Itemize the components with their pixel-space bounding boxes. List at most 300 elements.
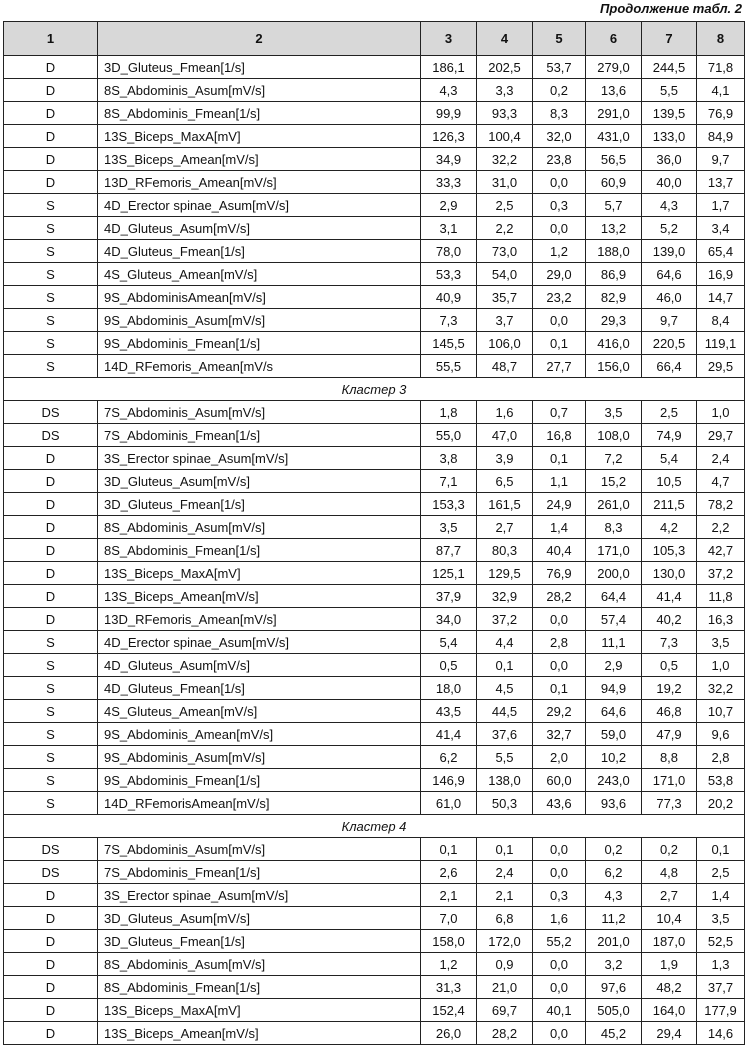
parameter-cell: 4D_Erector spinae_Asum[mV/s] [98,194,421,217]
value-cell: 29,3 [586,309,642,332]
group-cell: D [4,102,98,125]
value-cell: 2,4 [477,861,533,884]
value-cell: 36,0 [642,148,697,171]
table-row [4,171,745,194]
value-cell: 32,0 [533,125,586,148]
parameter-cell: 9S_AbdominisAmean[mV/s] [98,286,421,309]
value-cell: 87,7 [421,539,477,562]
value-cell: 158,0 [421,930,477,953]
value-cell: 2,4 [697,447,745,470]
value-cell: 3,8 [421,447,477,470]
value-cell: 3,5 [697,907,745,930]
value-cell: 1,8 [421,401,477,424]
value-cell: 133,0 [642,125,697,148]
value-cell: 24,9 [533,493,586,516]
value-cell: 0,0 [533,861,586,884]
parameter-cell: 13D_RFemoris_Amean[mV/s] [98,608,421,631]
parameter-cell: 9S_Abdominis_Fmean[1/s] [98,769,421,792]
value-cell: 53,8 [697,769,745,792]
value-cell: 125,1 [421,562,477,585]
value-cell: 8,4 [697,309,745,332]
value-cell: 3,4 [697,217,745,240]
value-cell: 7,1 [421,470,477,493]
value-cell: 7,3 [642,631,697,654]
table-row [4,125,745,148]
value-cell: 7,0 [421,907,477,930]
table-row [4,355,745,378]
parameter-cell: 4D_Erector spinae_Asum[mV/s] [98,631,421,654]
value-cell: 2,9 [586,654,642,677]
group-cell: S [4,309,98,332]
value-cell: 65,4 [697,240,745,263]
value-cell: 26,0 [421,1022,477,1045]
value-cell: 41,4 [421,723,477,746]
value-cell: 10,2 [586,746,642,769]
value-cell: 31,3 [421,976,477,999]
value-cell: 0,7 [533,401,586,424]
value-cell: 23,2 [533,286,586,309]
group-cell: S [4,240,98,263]
value-cell: 0,1 [421,838,477,861]
value-cell: 11,8 [697,585,745,608]
table-row [4,631,745,654]
value-cell: 16,9 [697,263,745,286]
value-cell: 29,0 [533,263,586,286]
table-row [4,769,745,792]
value-cell: 7,2 [586,447,642,470]
value-cell: 261,0 [586,493,642,516]
group-cell: DS [4,401,98,424]
value-cell: 1,1 [533,470,586,493]
group-cell: D [4,1022,98,1045]
parameter-cell: 8S_Abdominis_Fmean[1/s] [98,976,421,999]
value-cell: 0,0 [533,976,586,999]
group-cell: S [4,723,98,746]
value-cell: 5,4 [642,447,697,470]
value-cell: 0,2 [586,838,642,861]
value-cell: 9,7 [697,148,745,171]
parameter-cell: 8S_Abdominis_Asum[mV/s] [98,516,421,539]
parameter-cell: 3S_Erector spinae_Asum[mV/s] [98,884,421,907]
value-cell: 4,3 [421,79,477,102]
group-cell: S [4,700,98,723]
group-cell: D [4,148,98,171]
value-cell: 0,1 [533,677,586,700]
value-cell: 33,3 [421,171,477,194]
value-cell: 2,7 [642,884,697,907]
value-cell: 202,5 [477,56,533,79]
value-cell: 0,1 [477,654,533,677]
value-cell: 2,6 [421,861,477,884]
parameter-cell: 7S_Abdominis_Asum[mV/s] [98,401,421,424]
value-cell: 54,0 [477,263,533,286]
value-cell: 0,5 [421,654,477,677]
header-cell: 1 [4,22,98,56]
group-cell: D [4,79,98,102]
value-cell: 64,6 [642,263,697,286]
value-cell: 3,5 [586,401,642,424]
value-cell: 164,0 [642,999,697,1022]
value-cell: 2,5 [697,861,745,884]
table-row [4,263,745,286]
value-cell: 1,6 [477,401,533,424]
value-cell: 279,0 [586,56,642,79]
value-cell: 5,5 [642,79,697,102]
parameter-cell: 13S_Biceps_MaxA[mV] [98,562,421,585]
table-row [4,79,745,102]
value-cell: 40,4 [533,539,586,562]
value-cell: 0,3 [533,194,586,217]
group-cell: D [4,470,98,493]
value-cell: 106,0 [477,332,533,355]
value-cell: 105,3 [642,539,697,562]
value-cell: 244,5 [642,56,697,79]
group-cell: D [4,493,98,516]
table-row [4,562,745,585]
table-row [4,838,745,861]
data-table [3,21,745,1045]
table-row [4,677,745,700]
value-cell: 10,5 [642,470,697,493]
value-cell: 2,8 [697,746,745,769]
group-cell: S [4,631,98,654]
value-cell: 291,0 [586,102,642,125]
value-cell: 1,9 [642,953,697,976]
table-row [4,470,745,493]
value-cell: 146,9 [421,769,477,792]
value-cell: 76,9 [533,562,586,585]
value-cell: 47,0 [477,424,533,447]
value-cell: 57,4 [586,608,642,631]
group-cell: S [4,769,98,792]
value-cell: 69,7 [477,999,533,1022]
value-cell: 55,5 [421,355,477,378]
value-cell: 2,2 [697,516,745,539]
value-cell: 40,1 [533,999,586,1022]
table-row [4,286,745,309]
group-cell: S [4,792,98,815]
value-cell: 187,0 [642,930,697,953]
value-cell: 86,9 [586,263,642,286]
value-cell: 145,5 [421,332,477,355]
value-cell: 13,2 [586,217,642,240]
value-cell: 0,0 [533,838,586,861]
group-cell: S [4,217,98,240]
value-cell: 48,7 [477,355,533,378]
value-cell: 41,4 [642,585,697,608]
value-cell: 161,5 [477,493,533,516]
value-cell: 6,2 [586,861,642,884]
table-row [4,493,745,516]
value-cell: 8,3 [533,102,586,125]
value-cell: 64,4 [586,585,642,608]
value-cell: 1,2 [421,953,477,976]
parameter-cell: 4S_Gluteus_Amean[mV/s] [98,700,421,723]
value-cell: 6,8 [477,907,533,930]
value-cell: 3,5 [421,516,477,539]
value-cell: 37,7 [697,976,745,999]
value-cell: 15,2 [586,470,642,493]
value-cell: 28,2 [477,1022,533,1045]
value-cell: 5,2 [642,217,697,240]
value-cell: 61,0 [421,792,477,815]
value-cell: 60,0 [533,769,586,792]
value-cell: 0,9 [477,953,533,976]
parameter-cell: 13D_RFemoris_Amean[mV/s] [98,171,421,194]
value-cell: 3,5 [697,631,745,654]
header-cell: 7 [642,22,697,56]
table-row [4,930,745,953]
value-cell: 53,7 [533,56,586,79]
value-cell: 5,5 [477,746,533,769]
group-cell: D [4,125,98,148]
group-cell: DS [4,424,98,447]
group-cell: DS [4,861,98,884]
group-cell: D [4,930,98,953]
value-cell: 0,2 [642,838,697,861]
value-cell: 13,7 [697,171,745,194]
value-cell: 32,9 [477,585,533,608]
value-cell: 34,0 [421,608,477,631]
table-row [4,746,745,769]
group-cell: D [4,608,98,631]
value-cell: 34,9 [421,148,477,171]
value-cell: 32,2 [477,148,533,171]
value-cell: 188,0 [586,240,642,263]
value-cell: 3,2 [586,953,642,976]
group-cell: S [4,355,98,378]
value-cell: 177,9 [697,999,745,1022]
table-row [4,447,745,470]
value-cell: 4,8 [642,861,697,884]
parameter-cell: 9S_Abdominis_Asum[mV/s] [98,746,421,769]
parameter-cell: 3D_Gluteus_Asum[mV/s] [98,907,421,930]
value-cell: 4,4 [477,631,533,654]
value-cell: 505,0 [586,999,642,1022]
value-cell: 23,8 [533,148,586,171]
value-cell: 211,5 [642,493,697,516]
parameter-cell: 9S_Abdominis_Fmean[1/s] [98,332,421,355]
value-cell: 37,6 [477,723,533,746]
value-cell: 3,7 [477,309,533,332]
value-cell: 29,7 [697,424,745,447]
table-row [4,976,745,999]
group-cell: D [4,562,98,585]
value-cell: 2,0 [533,746,586,769]
group-cell: D [4,56,98,79]
value-cell: 7,3 [421,309,477,332]
value-cell: 108,0 [586,424,642,447]
value-cell: 32,2 [697,677,745,700]
group-cell: S [4,332,98,355]
value-cell: 2,1 [477,884,533,907]
value-cell: 28,2 [533,585,586,608]
value-cell: 29,5 [697,355,745,378]
header-cell: 3 [421,22,477,56]
value-cell: 40,2 [642,608,697,631]
value-cell: 220,5 [642,332,697,355]
value-cell: 0,0 [533,953,586,976]
group-cell: D [4,907,98,930]
table-row [4,792,745,815]
group-cell: D [4,539,98,562]
value-cell: 1,0 [697,654,745,677]
table-row [4,401,745,424]
value-cell: 47,9 [642,723,697,746]
value-cell: 48,2 [642,976,697,999]
value-cell: 186,1 [421,56,477,79]
value-cell: 119,1 [697,332,745,355]
value-cell: 0,0 [533,1022,586,1045]
table-row [4,999,745,1022]
value-cell: 0,1 [477,838,533,861]
value-cell: 18,0 [421,677,477,700]
value-cell: 11,1 [586,631,642,654]
value-cell: 0,1 [533,447,586,470]
value-cell: 172,0 [477,930,533,953]
value-cell: 14,6 [697,1022,745,1045]
value-cell: 416,0 [586,332,642,355]
value-cell: 46,8 [642,700,697,723]
table-row [4,516,745,539]
group-cell: D [4,447,98,470]
parameter-cell: 14D_RFemoris_Amean[mV/s [98,355,421,378]
value-cell: 0,2 [533,79,586,102]
group-cell: D [4,171,98,194]
value-cell: 2,5 [642,401,697,424]
header-cell: 8 [697,22,745,56]
cluster-label: Кластер 4 [4,815,745,838]
table-caption: Продолжение табл. 2 [600,1,742,16]
value-cell: 76,9 [697,102,745,125]
table-row [4,424,745,447]
value-cell: 46,0 [642,286,697,309]
value-cell: 3,1 [421,217,477,240]
parameter-cell: 4D_Gluteus_Asum[mV/s] [98,654,421,677]
value-cell: 78,0 [421,240,477,263]
group-cell: D [4,976,98,999]
parameter-cell: 14D_RFemorisAmean[mV/s] [98,792,421,815]
value-cell: 8,8 [642,746,697,769]
value-cell: 0,1 [533,332,586,355]
value-cell: 44,5 [477,700,533,723]
value-cell: 0,3 [533,884,586,907]
value-cell: 60,9 [586,171,642,194]
value-cell: 77,3 [642,792,697,815]
table-row [4,1022,745,1045]
value-cell: 152,4 [421,999,477,1022]
table-row [4,953,745,976]
table-row [4,102,745,125]
value-cell: 201,0 [586,930,642,953]
table-row [4,585,745,608]
value-cell: 6,5 [477,470,533,493]
value-cell: 2,8 [533,631,586,654]
group-cell: S [4,194,98,217]
table-row [4,608,745,631]
value-cell: 156,0 [586,355,642,378]
value-cell: 73,0 [477,240,533,263]
parameter-cell: 13S_Biceps_Amean[mV/s] [98,585,421,608]
table-row [4,539,745,562]
value-cell: 16,8 [533,424,586,447]
value-cell: 37,9 [421,585,477,608]
value-cell: 0,0 [533,217,586,240]
value-cell: 0,0 [533,608,586,631]
group-cell: S [4,746,98,769]
value-cell: 171,0 [586,539,642,562]
table-row [4,309,745,332]
value-cell: 16,3 [697,608,745,631]
parameter-cell: 3D_Gluteus_Asum[mV/s] [98,470,421,493]
header-row [4,22,745,56]
value-cell: 35,7 [477,286,533,309]
value-cell: 10,7 [697,700,745,723]
header-cell: 2 [98,22,421,56]
table-row [4,861,745,884]
value-cell: 50,3 [477,792,533,815]
value-cell: 6,2 [421,746,477,769]
value-cell: 37,2 [477,608,533,631]
group-cell: S [4,677,98,700]
header-cell: 6 [586,22,642,56]
value-cell: 9,7 [642,309,697,332]
value-cell: 8,3 [586,516,642,539]
table-row [4,700,745,723]
value-cell: 42,7 [697,539,745,562]
value-cell: 11,2 [586,907,642,930]
value-cell: 3,3 [477,79,533,102]
group-cell: D [4,884,98,907]
parameter-cell: 8S_Abdominis_Fmean[1/s] [98,102,421,125]
value-cell: 78,2 [697,493,745,516]
value-cell: 1,7 [697,194,745,217]
value-cell: 2,5 [477,194,533,217]
table-row [4,240,745,263]
value-cell: 97,6 [586,976,642,999]
value-cell: 14,7 [697,286,745,309]
parameter-cell: 13S_Biceps_MaxA[mV] [98,125,421,148]
cluster-label: Кластер 3 [4,378,745,401]
parameter-cell: 3D_Gluteus_Fmean[1/s] [98,930,421,953]
value-cell: 139,5 [642,102,697,125]
group-cell: D [4,516,98,539]
value-cell: 0,5 [642,654,697,677]
parameter-cell: 13S_Biceps_Amean[mV/s] [98,148,421,171]
value-cell: 93,3 [477,102,533,125]
value-cell: 29,2 [533,700,586,723]
parameter-cell: 9S_Abdominis_Asum[mV/s] [98,309,421,332]
group-cell: S [4,263,98,286]
table-row [4,148,745,171]
value-cell: 200,0 [586,562,642,585]
parameter-cell: 3D_Gluteus_Fmean[1/s] [98,56,421,79]
value-cell: 45,2 [586,1022,642,1045]
value-cell: 1,3 [697,953,745,976]
value-cell: 2,7 [477,516,533,539]
value-cell: 0,0 [533,654,586,677]
parameter-cell: 13S_Biceps_MaxA[mV] [98,999,421,1022]
value-cell: 1,2 [533,240,586,263]
value-cell: 40,9 [421,286,477,309]
parameter-cell: 3D_Gluteus_Fmean[1/s] [98,493,421,516]
value-cell: 80,3 [477,539,533,562]
value-cell: 74,9 [642,424,697,447]
value-cell: 100,4 [477,125,533,148]
cluster-header-row [4,815,745,838]
table-row [4,723,745,746]
value-cell: 0,0 [533,309,586,332]
